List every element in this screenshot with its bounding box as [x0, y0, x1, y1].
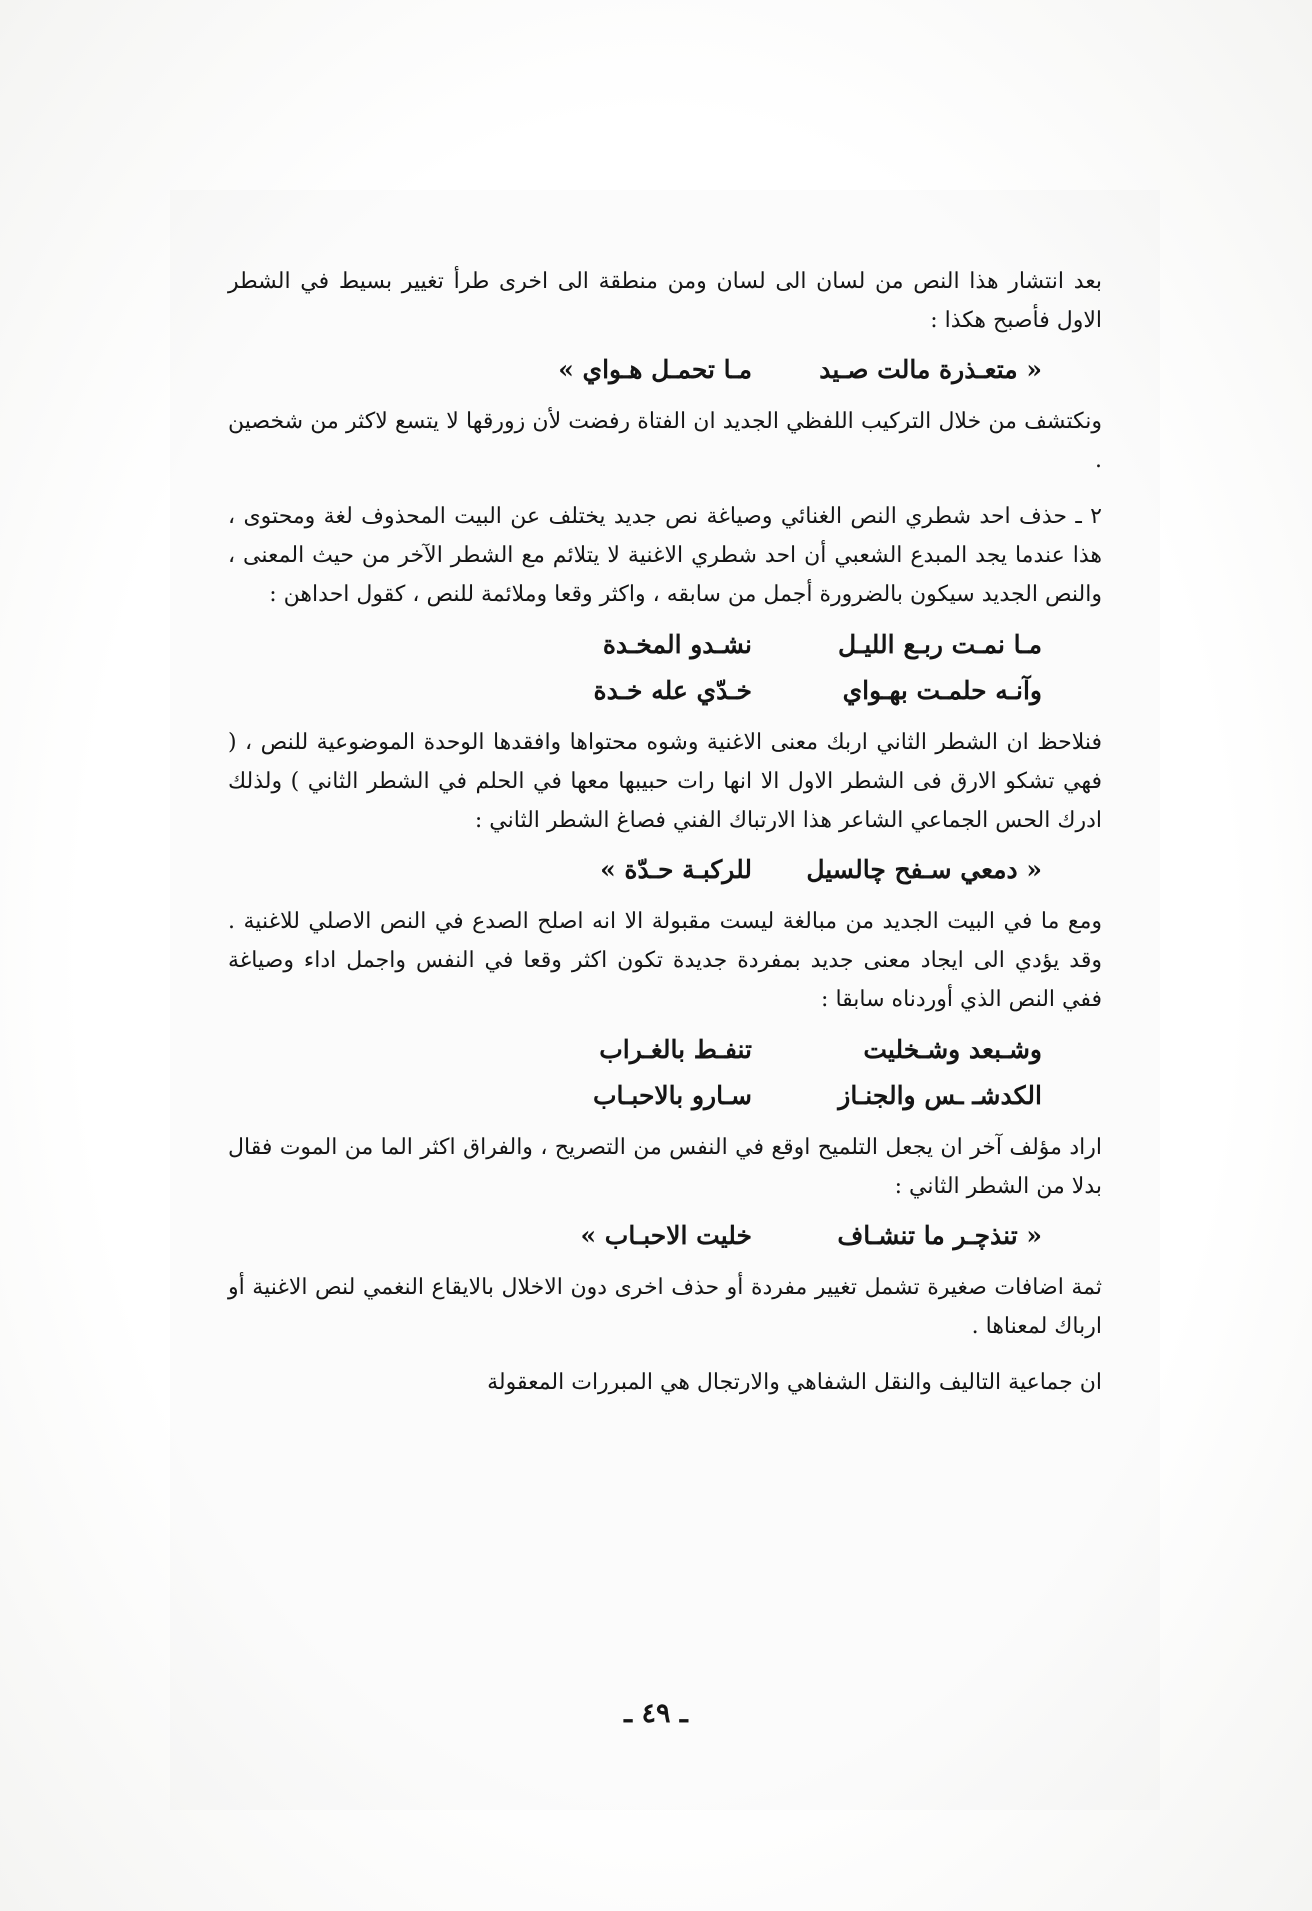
page-body: [228, 262, 1102, 1402]
paragraph-5: ومع ما في البيت الجديد من مبالغة ليست مقبولة الا انه اصلح الصدع في النص الاصلي للاغنية . وقد يؤدي الى ايجاد معنى جديد بمفردة جديدة تكون اكثر وقعا في النفس واجمل اداء وصياغة ففي النص الذي أوردناه سابقا :: [228, 909, 1102, 1012]
paragraph-4: فنلاحظ ان الشطر الثاني اربك معنى الاغنية وشوه محتواها وافقدها الوحدة الموضوعية للنص ، ( فهي تشكو الارق فى الشطر الاول الا انها رات حبيبها معها في الحلم في الشطر الثاني ) ولذلك ادرك الحس الجماعي الشاعر هذا الارتباك الفني فصاغ الشطر الثاني :: [228, 730, 1102, 833]
verse-hemistich-right: « متعـذرة مالت صـيد: [819, 355, 1042, 384]
verse-line-2b: [228, 668, 1102, 714]
page-number: ـ ٤٩ ـ: [624, 1698, 688, 1729]
verse-hemistich-left: نشـدو المخـدة: [602, 630, 752, 659]
verse-hemistich-left: تنفـط بالغـراب: [599, 1035, 752, 1064]
paragraph-3: ٢ ـ حذف احد شطري النص الغنائي وصياغة نص جديد يختلف عن البيت المحذوف لغة ومحتوى ، هذا عندما يجد المبدع الشعبي أن احد شطري الاغنية لا يتلائم مع الشطر الآخر من حيث المعنى ، والنص الجديد سيكون بالضرورة أجمل من سابقه ، واكثر وقعا وملائمة للنص ، كقول احداهن :: [228, 504, 1102, 607]
paragraph-6: اراد مؤلف آخر ان يجعل التلميح اوقع في النفس من التصريح ، والفراق اكثر الما من الموت فقال بدلا من الشطر الثاني :: [228, 1135, 1102, 1199]
verse-hemistich-left: خـدّي عله خـدة: [593, 676, 752, 705]
verse-couplet-1: [228, 622, 1102, 714]
verse-hemistich-right: « تنذچـر ما تنشـاف: [837, 1221, 1042, 1250]
verse-hemistich-right: « دمعي سـفح چالسيل: [806, 855, 1042, 884]
verse-line-2a: [228, 622, 1102, 668]
verse-hemistich-left: مـا تحمـل هـواي »: [558, 355, 752, 384]
verse-hemistich-right: وآنـه حلمـت بهـواي: [842, 676, 1042, 705]
paragraph-1: بعد انتشار هذا النص من لسان الى لسان ومن منطقة الى اخرى طرأ تغيير بسيط في الشطر الاول فأصبح هكذا :: [228, 269, 1102, 333]
paragraph-8: ان جماعية التاليف والنقل الشفاهي والارتجال هي المبررات المعقولة: [487, 1370, 1102, 1395]
verse-couplet-2: [228, 1027, 1102, 1119]
verse-line-4a: [228, 1027, 1102, 1073]
verse-line-1: [228, 347, 1102, 393]
paragraph-7: ثمة اضافات صغيرة تشمل تغيير مفردة أو حذف اخرى دون الاخلال بالايقاع النغمي لنص الاغنية أو ارباك لمعناها .: [228, 1275, 1102, 1339]
verse-hemistich-right: مـا نمـت ربـع الليـل: [837, 630, 1042, 659]
verse-hemistich-right: الكدشـ ـس والجنـاز: [838, 1081, 1042, 1110]
verse-hemistich-left: سـارو بالاحبـاب: [592, 1081, 752, 1110]
verse-line-3: [228, 847, 1102, 893]
verse-line-5: [228, 1213, 1102, 1259]
verse-hemistich-left: للركبـة حـدّة »: [600, 855, 752, 884]
verse-hemistich-left: خليت الاحبـاب »: [580, 1221, 752, 1250]
verse-line-4b: [228, 1073, 1102, 1119]
paragraph-2: ونكتشف من خلال التركيب اللفظي الجديد ان الفتاة رفضت لأن زورقها لا يتسع لاكثر من شخصين .: [228, 409, 1102, 473]
verse-hemistich-right: وشـبعد وشـخليت: [863, 1035, 1042, 1064]
